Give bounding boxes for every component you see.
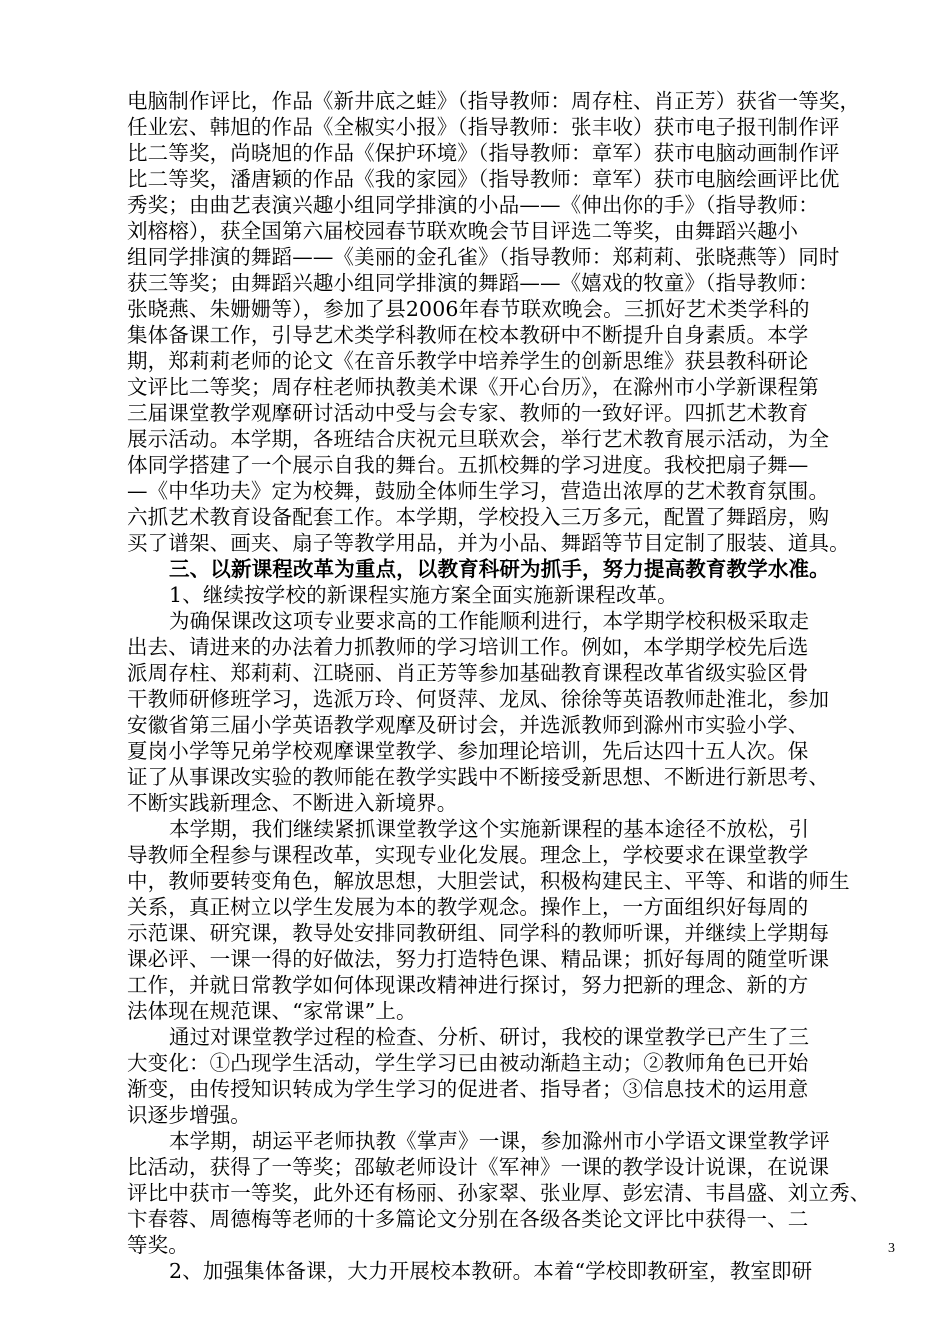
text-line: 夏岗小学等兄弟学校观摩课堂教学、参加理论培训，先后达四十五人次。保 [127, 739, 809, 763]
text-line: 导教师全程参与课程改革，实现专业化发展。理念上，学校要求在课堂教学 [127, 843, 809, 867]
text-line: 获三等奖；由舞蹈兴趣小组同学排演的舞蹈——《嬉戏的牧童》（指导教师： [127, 271, 819, 295]
text-line: 出去、请进来的办法着力抓教师的学习培训工作。例如，本学期学校先后选 [127, 635, 809, 659]
text-line: 本学期，胡运平老师执教《掌声》一课，参加滁州市小学语文课堂教学评 [169, 1129, 830, 1153]
text-line: 张晓燕、朱姗姗等），参加了县2006年春节联欢晚会。三抓好艺术类学科的 [127, 297, 810, 321]
text-line: 体同学搭建了一个展示自我的舞台。五抓校舞的学习进度。我校把扇子舞— [127, 453, 809, 477]
text-line: 课必评、一课一得的好做法，努力打造特色课、精品课；抓好每周的随堂听课 [127, 947, 830, 971]
text-line: 中，教师要转变角色，解放思想，大胆尝试，积极构建民主、平等、和谐的师生 [127, 869, 850, 893]
document-body [127, 88, 907, 1284]
text-line: —《中华功夫》定为校舞，鼓励全体师生学习，营造出浓厚的艺术教育氛围。 [127, 479, 830, 503]
text-line: 渐变，由传授知识转成为学生学习的促进者、指导者；③信息技术的运用意 [127, 1077, 809, 1101]
text-line: 等奖。 [127, 1233, 189, 1257]
text-line: 2、加强集体备课，大力开展校本教研。本着“学校即教研室，教室即研 [169, 1259, 813, 1283]
text-line: 比二等奖，尚晓旭的作品《保护环境》（指导教师：章军）获市电脑动画制作评 [127, 141, 840, 165]
text-line: 卞春蓉、周德梅等老师的十多篇论文分别在各级各类论文评比中获得一、二 [127, 1207, 809, 1231]
text-line: 派周存柱、郑莉莉、江晓丽、肖正芳等参加基础教育课程改革省级实验区骨 [127, 661, 809, 685]
text-line: 集体备课工作，引导艺术类学科教师在校本教研中不断提升自身素质。本学 [127, 323, 809, 347]
text-line: 识逐步增强。 [127, 1103, 251, 1127]
text-line: 六抓艺术教育设备配套工作。本学期，学校投入三万多元，配置了舞蹈房，购 [127, 505, 830, 529]
text-line: 展示活动。本学期，各班结合庆祝元旦联欢会，举行艺术教育展示活动，为全 [127, 427, 830, 451]
text-line: 任业宏、韩旭的作品《全椒实小报》（指导教师：张丰收）获市电子报刊制作评 [127, 115, 840, 139]
text-line: 关系，真正树立以学生发展为本的教学观念。操作上，一方面组织好每周的 [127, 895, 809, 919]
text-line: 法体现在规范课、“家常课”上。 [127, 999, 417, 1023]
text-line: 文评比二等奖；周存柱老师执教美术课《开心台历》，在滁州市小学新课程第 [127, 375, 819, 399]
text-line: 1、继续按学校的新课程实施方案全面实施新课程改革。 [169, 583, 678, 607]
text-line: 干教师研修班学习，选派万玲、何贤萍、龙凤、徐徐等英语教师赴淮北，参加 [127, 687, 830, 711]
text-line: 安徽省第三届小学英语教学观摩及研讨会，并选派教师到滁州市实验小学、 [127, 713, 809, 737]
text-line: 通过对课堂教学过程的检查、分析、研讨，我校的课堂教学已产生了三 [169, 1025, 810, 1049]
text-line: 大变化：①凸现学生活动，学生学习已由被动渐趋主动；②教师角色已开始 [127, 1051, 809, 1075]
text-line: 秀奖；由曲艺表演兴趣小组同学排演的小品——《伸出你的手》（指导教师： [127, 193, 819, 217]
section-heading: 三、以新课程改革为重点，以教育科研为抓手，努力提高教育教学水准。 [169, 557, 830, 581]
text-line: 三届课堂教学观摩研讨活动中受与会专家、教师的一致好评。四抓艺术教育 [127, 401, 809, 425]
text-line: 买了谱架、画夹、扇子等教学用品，并为小品、舞蹈等节目定制了服装、道具。 [127, 531, 850, 555]
text-line: 不断实践新理念、不断进入新境界。 [127, 791, 458, 815]
text-line: 比二等奖，潘唐颖的作品《我的家园》（指导教师：章军）获市电脑绘画评比优 [127, 167, 840, 191]
text-line: 组同学排演的舞蹈——《美丽的金孔雀》（指导教师：郑莉莉、张晓燕等）同时 [127, 245, 840, 269]
text-line: 为确保课改这项专业要求高的工作能顺利进行，本学期学校积极采取走 [169, 609, 810, 633]
text-line: 电脑制作评比，作品《新井底之蛙》（指导教师：周存柱、肖正芳）获省一等奖， [127, 89, 861, 113]
text-line: 示范课、研究课，教导处安排同教研组、同学科的教师听课，并继续上学期每 [127, 921, 830, 945]
page-number: 3 [888, 1241, 895, 1256]
text-line: 证了从事课改实验的教师能在教学实践中不断接受新思想、不断进行新思考、 [127, 765, 830, 789]
text-line: 期，郑莉莉老师的论文《在音乐教学中培养学生的创新思维》获县教科研论 [127, 349, 809, 373]
text-line: 本学期，我们继续紧抓课堂教学这个实施新课程的基本途径不放松，引 [169, 817, 810, 841]
text-line: 比活动，获得了一等奖；邵敏老师设计《军神》一课的教学设计说课，在说课 [127, 1155, 830, 1179]
text-line: 刘榕榕），获全国第六届校园春节联欢晚会节目评选二等奖，由舞蹈兴趣小 [127, 219, 799, 243]
text-line: 工作，并就日常教学如何体现课改精神进行探讨，努力把新的理念、新的方 [127, 973, 809, 997]
text-line: 评比中获市一等奖，此外还有杨丽、孙家翠、张业厚、彭宏清、韦昌盛、刘立秀、 [127, 1181, 871, 1205]
